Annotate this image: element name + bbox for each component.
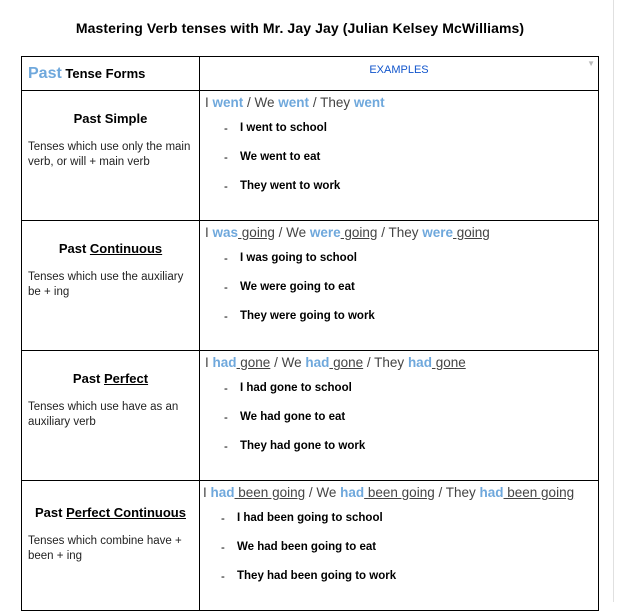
- tense-pattern: I had been going / We had been going / They had been going: [203, 485, 575, 500]
- header-tense-forms-label: Tense Forms: [61, 66, 146, 81]
- tense-pattern: I went / We went / They went: [205, 95, 385, 110]
- table-row: [22, 351, 599, 481]
- tense-name: Past Perfect Continuous: [35, 505, 186, 520]
- examples-cell: [200, 481, 599, 611]
- dropdown-arrow-icon[interactable]: ▼: [587, 59, 595, 68]
- list-item: - I had been going to school: [221, 512, 383, 525]
- tense-cell: [22, 221, 200, 351]
- examples-cell: [200, 221, 599, 351]
- tense-name: Past Continuous: [58, 241, 163, 256]
- tense-name: Past Simple: [73, 111, 148, 126]
- list-item: - They had gone to work: [224, 440, 366, 453]
- tense-cell: [22, 481, 200, 611]
- tense-name: Past Perfect: [72, 371, 149, 386]
- table-row: [22, 221, 599, 351]
- tense-table: [21, 56, 599, 611]
- example-list: [200, 122, 598, 209]
- list-item: - We went to eat: [224, 151, 321, 164]
- example-list: [200, 512, 598, 599]
- list-item: - I had gone to school: [224, 382, 352, 395]
- example-list: [200, 382, 598, 469]
- list-item: - I went to school: [224, 122, 327, 135]
- examples-cell: [200, 351, 599, 481]
- list-item: - They went to work: [224, 180, 341, 193]
- list-item: - We had been going to eat: [221, 541, 377, 554]
- list-item: - I was going to school: [224, 252, 357, 265]
- tense-description: Tenses which use only the main verb, or will + main verb: [28, 141, 191, 168]
- list-item: - They were going to work: [224, 310, 375, 323]
- example-list: [200, 252, 598, 339]
- table-row: [22, 481, 599, 611]
- examples-cell: [200, 91, 599, 221]
- scrollbar-edge[interactable]: [613, 0, 614, 602]
- header-examples-label: EXAMPLES: [369, 64, 429, 76]
- tense-description: Tenses which use have as an auxiliary verb: [28, 401, 179, 428]
- table-header-row: [22, 57, 599, 91]
- list-item: - They had been going to work: [221, 570, 397, 583]
- page-title: Mastering Verb tenses with Mr. Jay Jay (Julian Kelsey McWilliams): [75, 20, 525, 36]
- header-past-word: Past: [28, 65, 62, 82]
- tense-description: Tenses which use the auxiliary be + ing: [28, 271, 184, 298]
- tense-cell: [22, 351, 200, 481]
- table-row: [22, 91, 599, 221]
- header-tense-forms: [22, 57, 200, 91]
- list-item: - We had gone to eat: [224, 411, 346, 424]
- tense-cell: [22, 91, 200, 221]
- header-examples: [200, 57, 599, 91]
- tense-description: Tenses which combine have + been + ing: [28, 535, 182, 562]
- list-item: - We were going to eat: [224, 281, 355, 294]
- tense-pattern: I had gone / We had gone / They had gone: [205, 355, 466, 370]
- tense-pattern: I was going / We were going / They were going: [205, 225, 490, 240]
